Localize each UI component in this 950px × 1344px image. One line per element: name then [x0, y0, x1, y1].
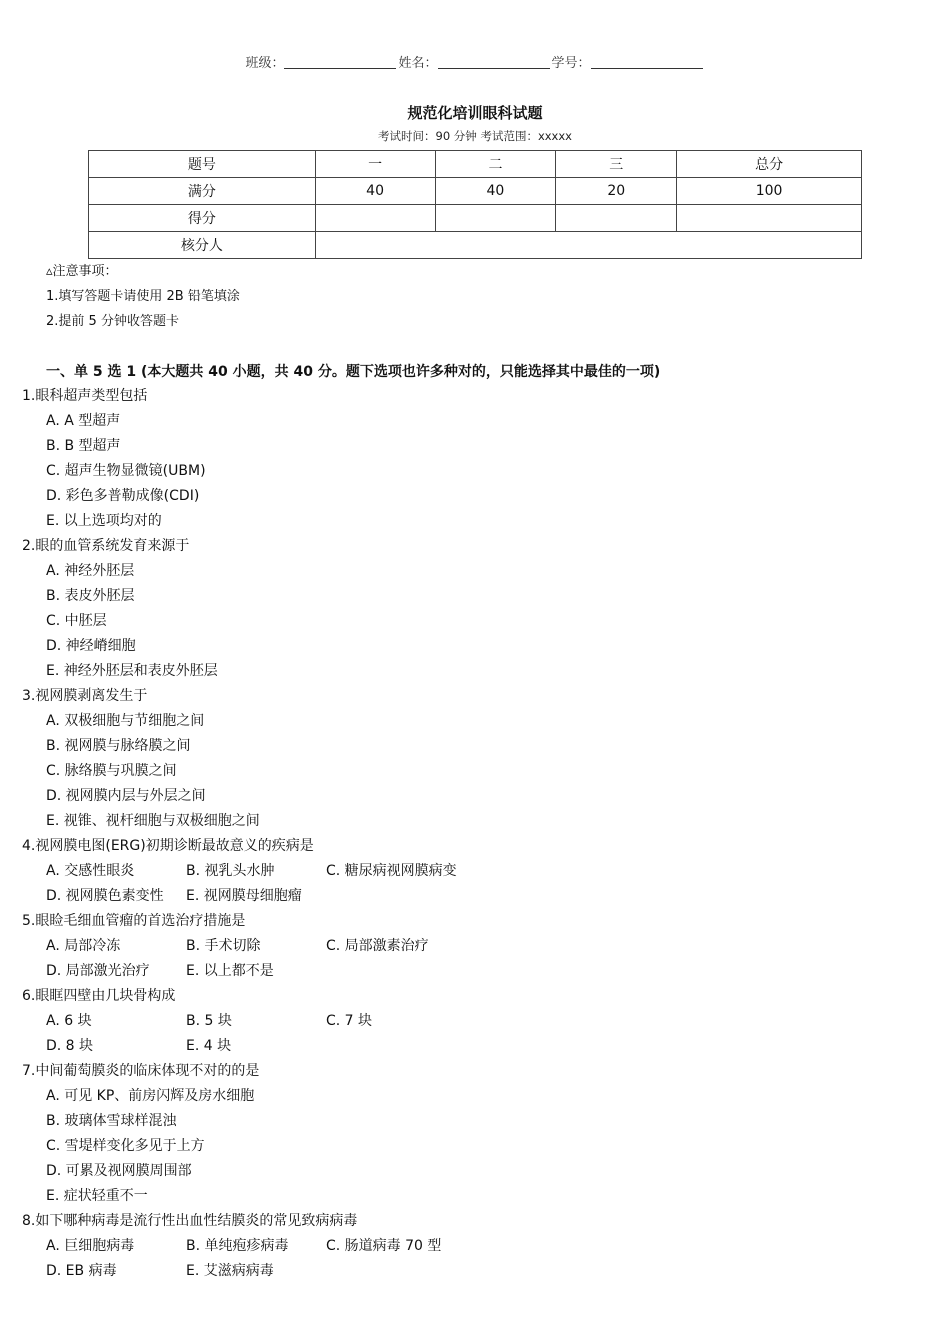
answer-option[interactable]: A. 可见 KP、前房闪辉及房水细胞 — [46, 1088, 255, 1104]
answer-option[interactable]: D. 局部激光治疗 — [46, 963, 150, 979]
id-blank[interactable] — [591, 56, 703, 69]
notes-block — [46, 262, 240, 337]
score-table-header-row — [89, 151, 862, 178]
option-row — [22, 1009, 922, 1034]
note-item: 1.填写答题卡请使用 2B 铅笔填涂 — [46, 289, 240, 304]
notes-title: ▵注意事项： — [46, 264, 118, 279]
option-row — [22, 1159, 922, 1184]
answer-option[interactable]: A. 交感性眼炎 — [46, 863, 135, 879]
answer-option[interactable]: D. 视网膜内层与外层之间 — [46, 788, 206, 804]
answer-option[interactable]: E. 以上都不是 — [186, 963, 274, 979]
question-stem: 3.视网膜剥离发生于 — [22, 688, 148, 704]
answer-option[interactable]: A. 局部冷冻 — [46, 938, 121, 954]
answer-option[interactable]: B. 玻璃体雪球样混浊 — [46, 1113, 177, 1129]
table-cell: 总分 — [677, 151, 862, 178]
answer-option[interactable]: D. 8 块 — [46, 1038, 94, 1054]
table-cell: 二 — [435, 151, 556, 178]
question-stem: 4.视网膜电图(ERG)初期诊断最故意义的疾病是 — [22, 838, 314, 854]
option-row — [22, 634, 922, 659]
option-row — [22, 1184, 922, 1209]
answer-option[interactable]: A. 神经外胚层 — [46, 563, 135, 579]
option-row — [22, 659, 922, 684]
answer-option[interactable]: C. 7 块 — [326, 1013, 373, 1029]
option-row — [22, 459, 922, 484]
table-cell: 20 — [556, 178, 677, 205]
name-label: 姓名： — [398, 56, 438, 71]
answer-option[interactable]: C. 雪堤样变化多见于上方 — [46, 1138, 205, 1154]
answer-option[interactable]: B. 表皮外胚层 — [46, 588, 135, 604]
option-row — [22, 559, 922, 584]
answer-option[interactable]: B. 单纯疱疹病毒 — [186, 1238, 289, 1254]
answer-option[interactable]: E. 视锥、视杆细胞与双极细胞之间 — [46, 813, 260, 829]
option-row — [22, 584, 922, 609]
score-input-cell[interactable] — [435, 205, 556, 232]
table-cell: 一 — [315, 151, 435, 178]
table-cell: 题号 — [89, 151, 316, 178]
option-row — [22, 1084, 922, 1109]
id-label: 学号： — [551, 56, 591, 71]
question-list — [22, 384, 922, 1284]
option-row — [22, 1259, 922, 1284]
option-row — [22, 609, 922, 634]
table-cell: 满分 — [89, 178, 316, 205]
obtained-score-row — [89, 205, 862, 232]
option-row — [22, 859, 922, 884]
table-cell: 三 — [556, 151, 677, 178]
option-row — [22, 434, 922, 459]
question-stem: 1.眼科超声类型包括 — [22, 388, 148, 404]
answer-option[interactable]: E. 神经外胚层和表皮外胚层 — [46, 663, 218, 679]
question-stem: 5.眼睑毛细血管瘤的首选治疗措施是 — [22, 913, 246, 929]
note-item: 2.提前 5 分钟收答题卡 — [46, 314, 179, 329]
option-row — [22, 809, 922, 834]
answer-option[interactable]: C. 局部激素治疗 — [326, 938, 429, 954]
section-title: 一、单 5 选 1 (本大题共 40 小题，共 40 分。题下选项也许多种对的，只能选择其中最佳的一项) — [46, 364, 661, 380]
question-stem: 8.如下哪种病毒是流行性出血性结膜炎的常见致病病毒 — [22, 1213, 358, 1229]
answer-option[interactable]: E. 视网膜母细胞瘤 — [186, 888, 302, 904]
checker-row — [89, 232, 862, 259]
option-row — [22, 884, 922, 909]
option-row — [22, 934, 922, 959]
answer-option[interactable]: D. 视网膜色素变性 — [46, 888, 164, 904]
answer-option[interactable]: B. 视网膜与脉络膜之间 — [46, 738, 191, 754]
question-stem: 7.中间葡萄膜炎的临床体现不对的的是 — [22, 1063, 260, 1079]
answer-option[interactable]: C. 肠道病毒 70 型 — [326, 1238, 442, 1254]
answer-option[interactable]: C. 超声生物显微镜(UBM) — [46, 463, 206, 479]
option-row — [22, 484, 922, 509]
name-blank[interactable] — [438, 56, 550, 69]
answer-option[interactable]: A. 双极细胞与节细胞之间 — [46, 713, 205, 729]
answer-option[interactable]: B. 手术切除 — [186, 938, 261, 954]
answer-option[interactable]: D. 可累及视网膜周围部 — [46, 1163, 192, 1179]
answer-option[interactable]: E. 4 块 — [186, 1038, 232, 1054]
question-stem: 6.眼眶四壁由几块骨构成 — [22, 988, 176, 1004]
answer-option[interactable]: A. A 型超声 — [46, 413, 121, 429]
answer-option[interactable]: E. 艾滋病病毒 — [186, 1263, 274, 1279]
score-input-cell[interactable] — [556, 205, 677, 232]
answer-option[interactable]: E. 以上选项均对的 — [46, 513, 162, 529]
answer-option[interactable]: C. 糖尿病视网膜病变 — [326, 863, 457, 879]
answer-option[interactable]: D. 彩色多普勒成像(CDI) — [46, 488, 200, 504]
answer-option[interactable]: B. 视乳头水肿 — [186, 863, 275, 879]
score-input-cell[interactable] — [315, 205, 435, 232]
option-row — [22, 509, 922, 534]
table-cell: 40 — [435, 178, 556, 205]
question-stem: 2.眼的血管系统发育来源于 — [22, 538, 190, 554]
table-cell: 得分 — [89, 205, 316, 232]
option-row — [22, 1109, 922, 1134]
answer-option[interactable]: A. 6 块 — [46, 1013, 92, 1029]
exam-info: 考试时间：90 分钟 考试范围：xxxxx — [378, 129, 572, 143]
answer-option[interactable]: B. B 型超声 — [46, 438, 121, 454]
option-row — [22, 759, 922, 784]
class-blank[interactable] — [284, 56, 396, 69]
answer-option[interactable]: D. EB 病毒 — [46, 1263, 117, 1279]
page-title: 规范化培训眼科试题 — [407, 104, 543, 122]
table-cell: 核分人 — [89, 232, 316, 259]
score-table — [88, 150, 862, 259]
table-cell: 100 — [677, 178, 862, 205]
option-row — [22, 709, 922, 734]
checker-input-cell[interactable] — [315, 232, 861, 259]
option-row — [22, 734, 922, 759]
option-row — [22, 1134, 922, 1159]
option-row — [22, 784, 922, 809]
answer-option[interactable]: D. 神经嵴细胞 — [46, 638, 136, 654]
answer-option[interactable]: B. 5 块 — [186, 1013, 232, 1029]
answer-option[interactable]: C. 中胚层 — [46, 613, 107, 629]
class-label: 班级： — [245, 56, 285, 71]
option-row — [22, 1034, 922, 1059]
student-info-line — [0, 52, 950, 71]
score-input-cell[interactable] — [677, 205, 862, 232]
full-score-row — [89, 178, 862, 205]
answer-option[interactable]: A. 巨细胞病毒 — [46, 1238, 135, 1254]
answer-option[interactable]: C. 脉络膜与巩膜之间 — [46, 763, 177, 779]
table-cell: 40 — [315, 178, 435, 205]
option-row — [22, 959, 922, 984]
answer-option[interactable]: E. 症状轻重不一 — [46, 1188, 148, 1204]
option-row — [22, 1234, 922, 1259]
option-row — [22, 409, 922, 434]
